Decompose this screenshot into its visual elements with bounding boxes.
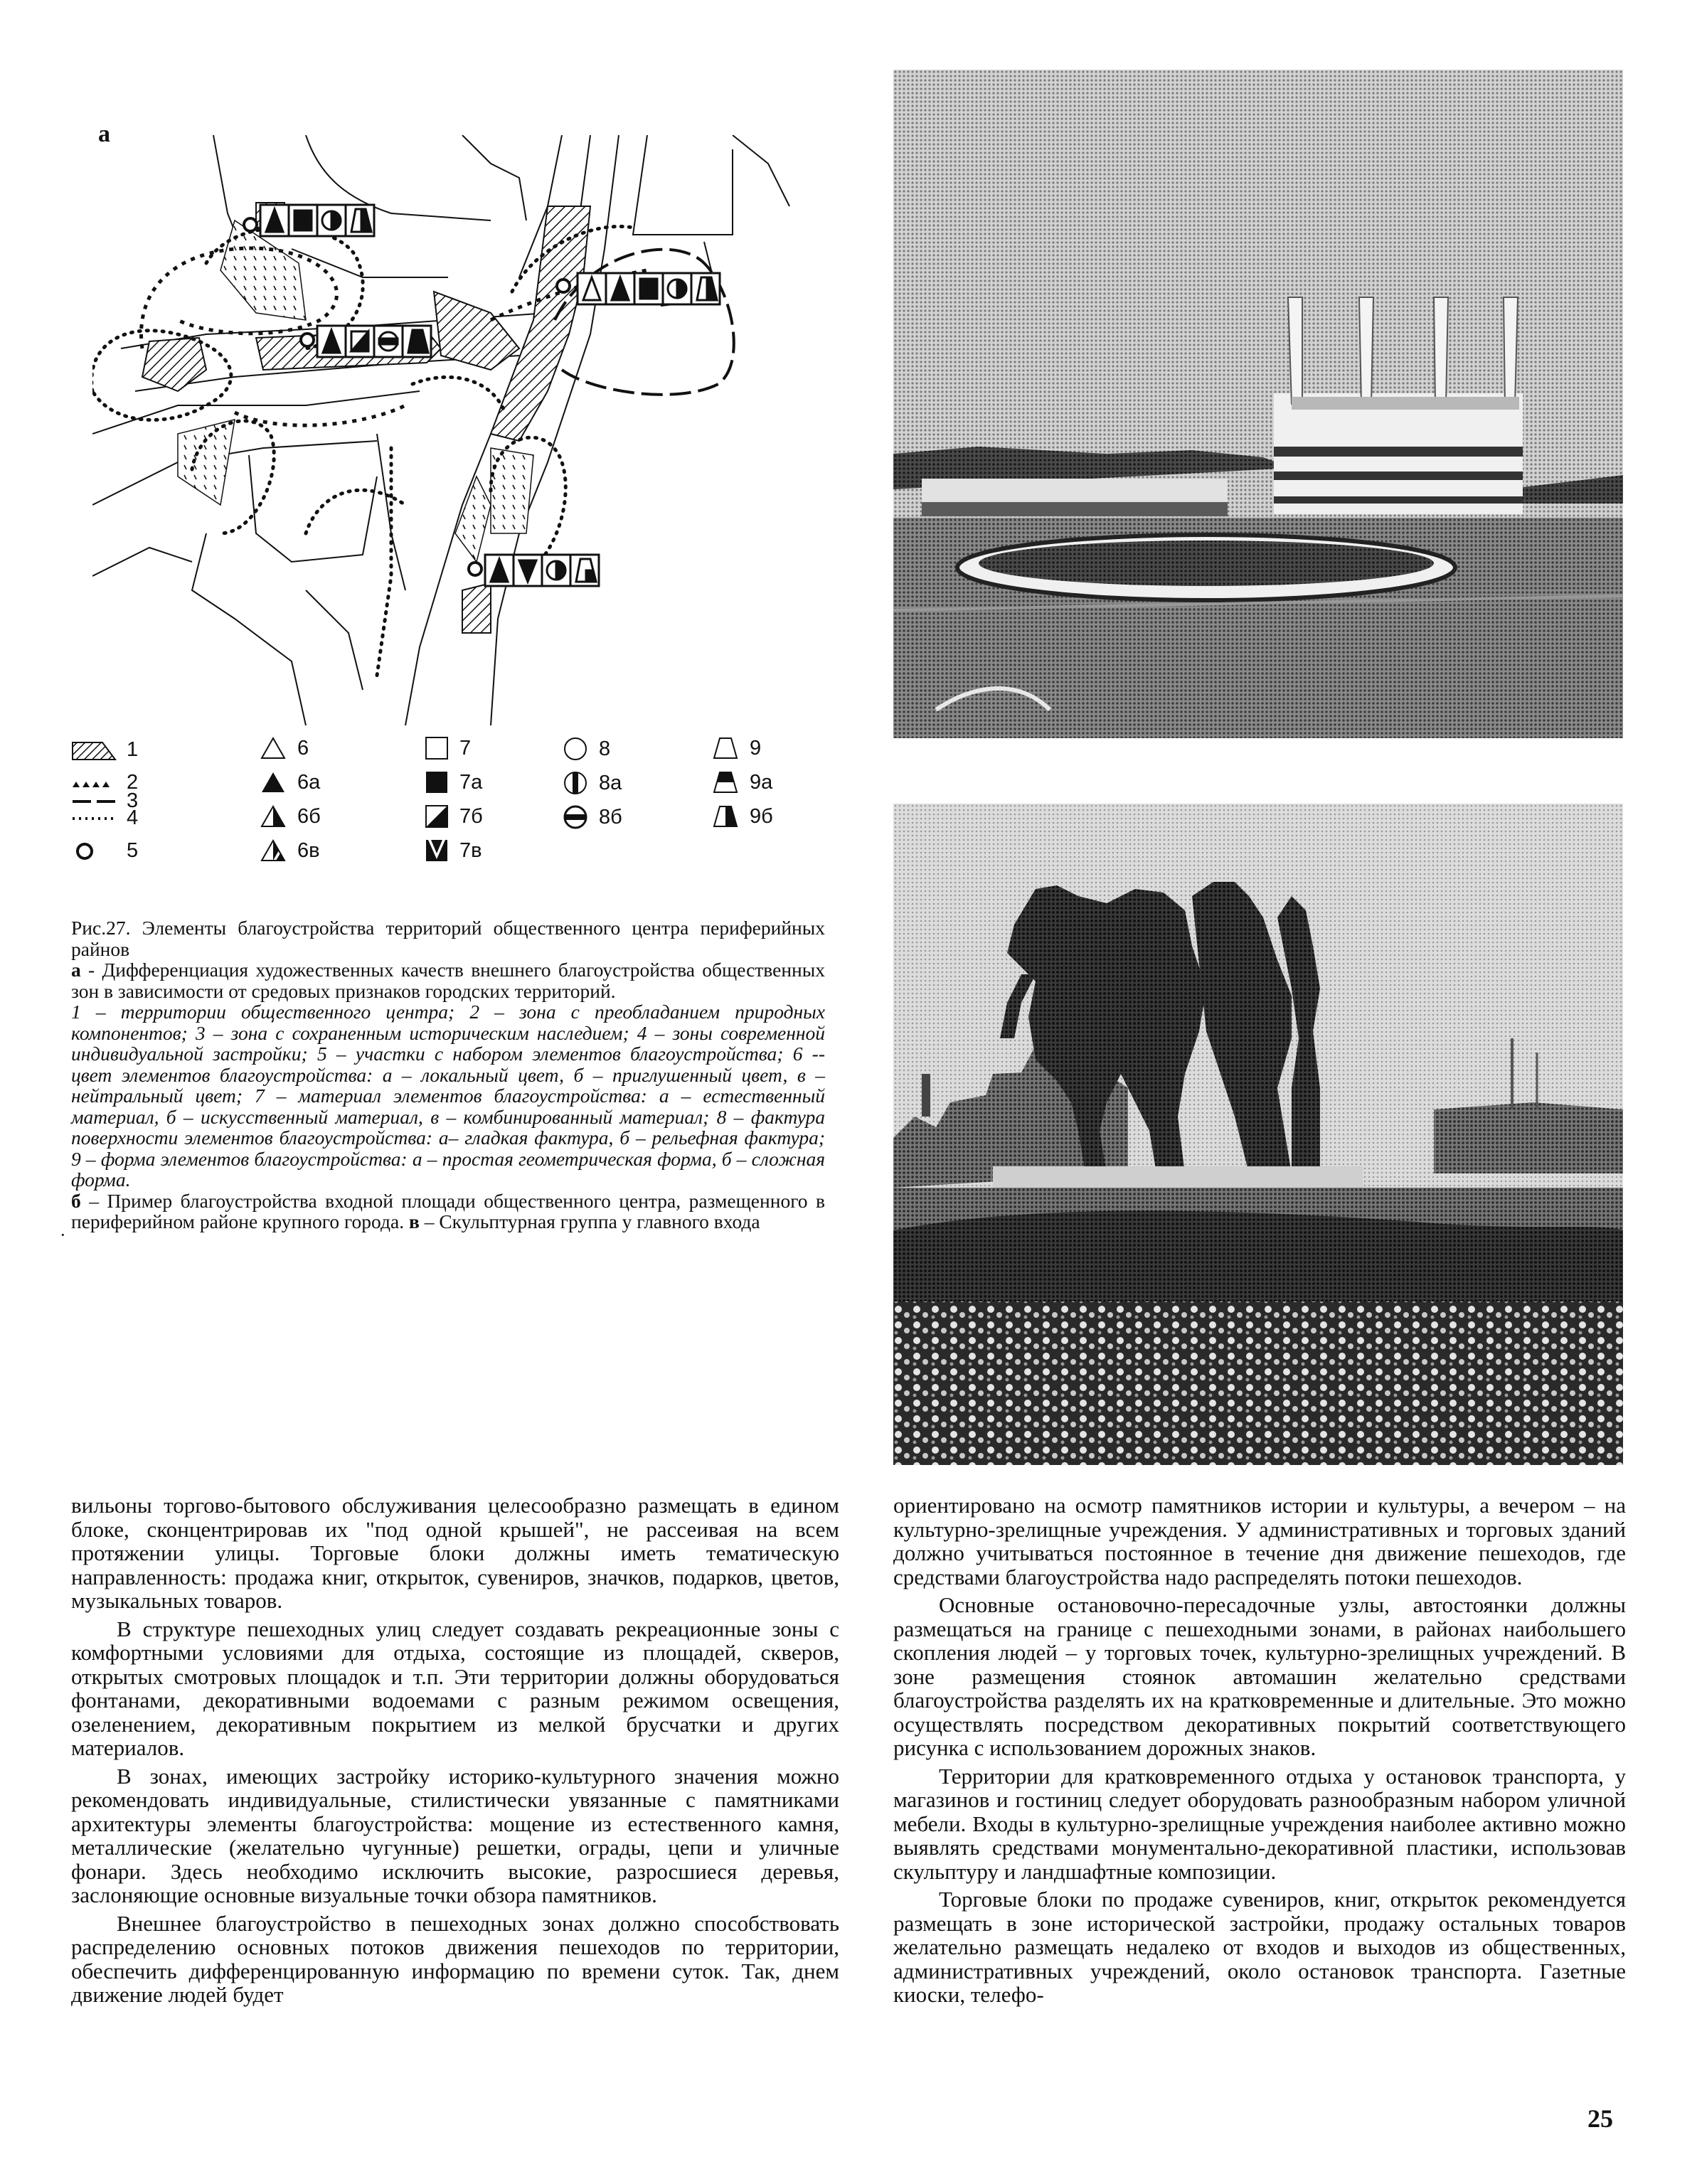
triangle-hatched-icon <box>259 838 287 863</box>
text-column-right <box>893 1493 1626 2011</box>
legend-item-8: 8 <box>562 735 610 762</box>
legend-item-3: 3 <box>71 789 138 813</box>
paragraph: Основные остановочно-пересадочные узлы, автостоянки должны размещаться на границе с пешеходными зонами, в районах наибольшего скопления людей – у торговых точек, культурно-зрелищных учреждений. В зоне размещения стоянок автомашин желательно средствами благоустройства разделять их на кратковременные и длительные. Это можно осуществлять посредством декоративных покрытий соответствующего рисунка с использованием дорожных знаков. <box>893 1592 1626 1760</box>
legend-item-9a: 9а <box>711 769 772 795</box>
caption-a: а - Дифференциация художественных качеств внешнего благоустройства общественных зон в зависимости от средовых признаков городских территорий. <box>71 959 825 1002</box>
district-map <box>92 135 811 725</box>
small-circle-icon <box>74 841 95 862</box>
paragraph: Территории для кратковременного отдыха у остановок транспорта, у магазинов и гостиниц следует оборудовать разнообразным набором уличной мебели. Входы в культурно-зрелищные учреждения наиболее активно можно выявлять средствами монументально-декоративной пластики, использовав скульптуру и ландшафтные композиции. <box>893 1763 1626 1884</box>
figure-letter: а <box>98 121 110 147</box>
legend-item-6b: 6б <box>259 804 321 829</box>
caption-b: б – Пример благоустройства входной площади общественного центра, размещенного в периферийном районе крупного города. в – Скульптурная группа у главного входа <box>71 1189 825 1232</box>
triangle-half-icon <box>259 804 287 829</box>
inverted-triangle-square-icon <box>424 838 449 863</box>
trapezoid-top-filled-icon <box>711 769 740 795</box>
square-outline-icon <box>424 735 449 761</box>
triangle-filled-icon <box>259 769 287 795</box>
caption-title: Рис.27. Элементы благоустройства территорий общественного центра периферийных райнов <box>71 917 825 960</box>
legend-item-5: 5 <box>74 839 138 863</box>
legend-item-7b: 7б <box>424 804 483 829</box>
map-legend <box>71 733 839 889</box>
legend-item-6: 6 <box>259 735 309 761</box>
legend-item-9b: 9б <box>711 804 773 829</box>
caption-legend-text: 1 – территории общественного центра; 2 – зона с преобладанием природных компонентов; 3 – зона с сохраненным историческим наследием; 4 – зоны современной индивидуальной застройки; 5 – участки с набором элементов благоустройства; 6 -- цвет элементов благоустройства: а – локальный цвет, б – приглушенный цвет, в – нейтральный цвет; 7 – материал элементов благоустройства: а – естественный материал, б – искусственный материал, в – комбинированный материал; 8 – фактура поверхности элементов благоустройства: а– гладкая фактура, б – рельефная фактура; 9 – форма элементов благоустройства: а – простая геометрическая форма, б – сложная форма. <box>71 1001 825 1190</box>
paragraph: Торговые блоки по продаже сувениров, книг, открыток рекомендуется размещать в зоне исторической застройки, продажу остальных товаров желательно размещать недалеко от входов и выходов из общественных, административных учреждений, около остановок транспорта. Газетные киоски, телефо- <box>893 1887 1626 2007</box>
page-number: 25 <box>1587 2104 1613 2133</box>
figure-caption <box>71 917 825 1232</box>
sculpture-photo <box>893 804 1623 1465</box>
dotted-line-icon <box>71 811 117 826</box>
circle-bar-icon <box>562 804 589 831</box>
square-diagonal-icon <box>424 804 449 829</box>
circle-half-icon <box>562 769 589 797</box>
text-column-left <box>71 1493 839 2011</box>
circle-outline-icon <box>562 735 589 762</box>
paragraph: Внешнее благоустройство в пешеходных зонах должно способствовать распределению основных потоков движения пешеходов по территории, обеспечить дифференцированную информацию по времени суток. Так, днем движение людей будет <box>71 1910 839 2007</box>
plaza-photo <box>893 70 1623 738</box>
legend-item-6a: 6а <box>259 769 320 795</box>
triangle-outline-icon <box>259 735 287 761</box>
margin-mark: · <box>60 1225 66 1245</box>
trapezoid-half-icon <box>711 804 740 829</box>
legend-item-2: 2 <box>71 771 138 794</box>
square-filled-icon <box>424 769 449 795</box>
legend-item-8b: 8б <box>562 804 622 831</box>
hatched-zone-icon <box>71 740 117 761</box>
paragraph: В зонах, имеющих застройку историко-культурного значения можно рекомендовать индивидуальные, стилистически увязанные с памятниками архитектуры элементы благоустройства: мощение из естественного камня, металлические (желательно чугунные) решетки, ограды, цепи и уличные фонари. Здесь необходимо исключить высокие, разросшиеся деревья, заслоняющие основные визуальные точки обзора памятников. <box>71 1763 839 1907</box>
legend-item-1: 1 <box>71 738 138 762</box>
legend-item-7v: 7в <box>424 838 482 863</box>
legend-item-7a: 7а <box>424 769 482 795</box>
legend-item-7: 7 <box>424 735 471 761</box>
trapezoid-outline-icon <box>711 735 740 761</box>
paragraph: ориентировано на осмотр памятников истории и культуры, а вечером – на культурно-зрелищные учреждения. У административных и торговых зданий должно учитываться постоянное в течение дня движение пешеходов, где средствами благоустройства надо распределять потоки пешеходов. <box>893 1493 1626 1589</box>
paragraph: В структуре пешеходных улиц следует создавать рекреационные зоны с комфортными условиями для отдыха, состоящие из площадей, скверов, открытых смотровых площадок и т.п. Эти территории должны оборудоваться фонтанами, декоративными водоемами с разным режимом освещения, озеленением, декоративным покрытием из мелкой брусчатки и других материалов. <box>71 1616 839 1760</box>
triangle-dashed-line-icon <box>71 776 117 790</box>
legend-item-4: 4 <box>71 806 138 830</box>
legend-item-8a: 8а <box>562 769 622 797</box>
legend-item-9: 9 <box>711 735 761 761</box>
legend-item-6v: 6в <box>259 838 320 863</box>
paragraph: вильоны торгово-бытового обслуживания целесообразно размещать в едином блоке, сконцентрировав их "под одной крышей", не рассеивая на всем протяжении улицы. Торговые блоки должны иметь тематическую направленность: продажа книг, открыток, сувениров, значков, подарков, цветов, музыкальных товаров. <box>71 1493 839 1613</box>
